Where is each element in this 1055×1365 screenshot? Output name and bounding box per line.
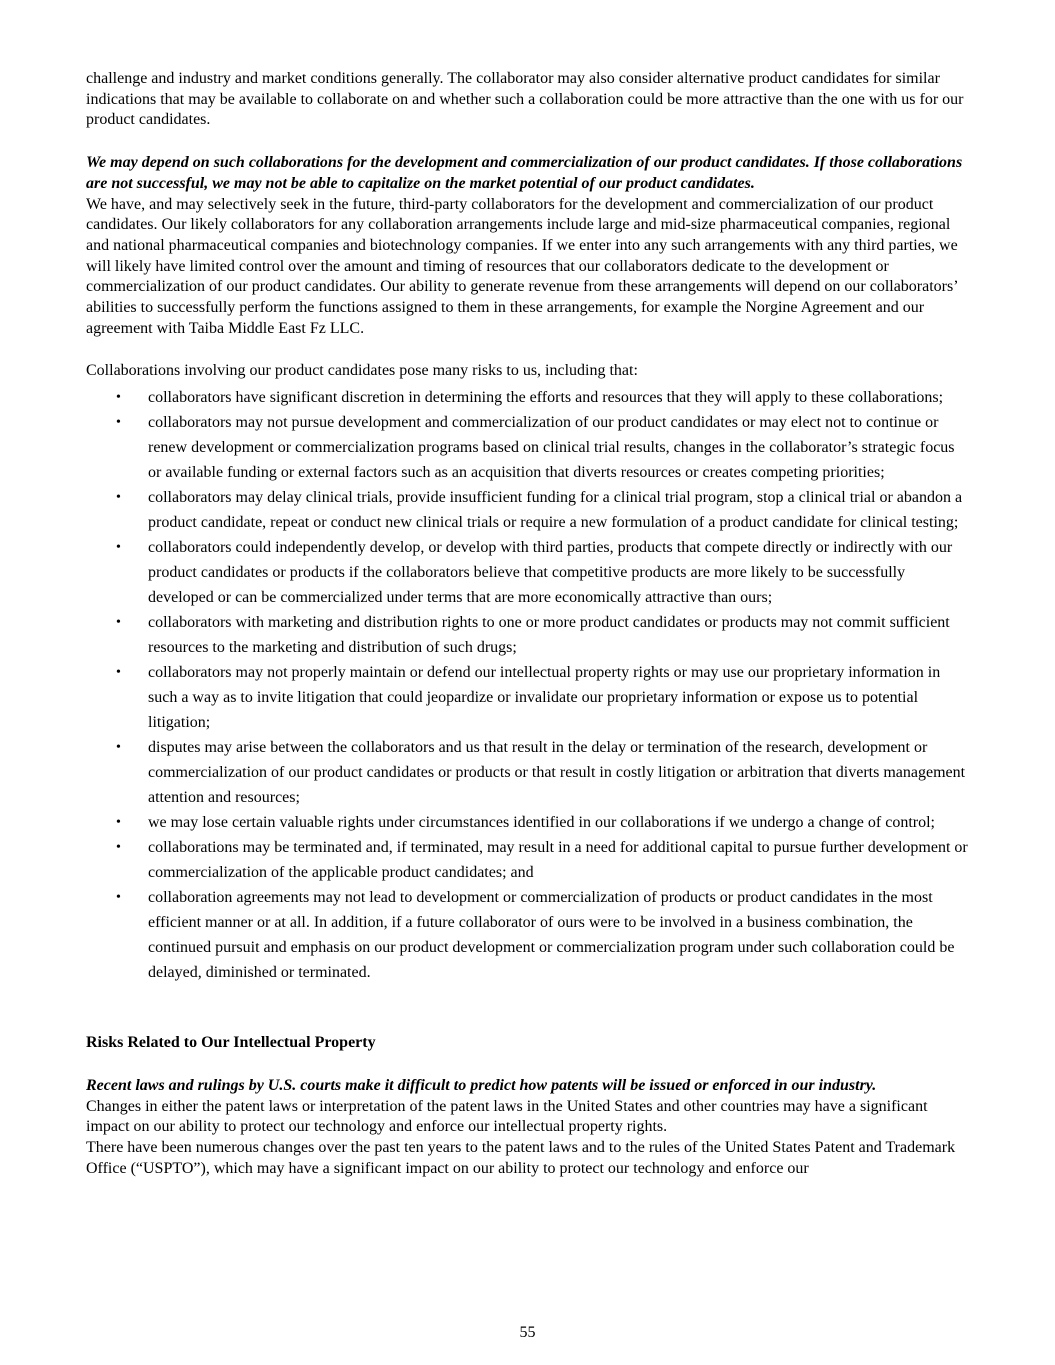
list-item: [86, 535, 971, 610]
bullet-icon: •: [116, 840, 121, 856]
bullet-icon: •: [116, 890, 121, 906]
list-item-text: we may lose certain valuable rights under circumstances identified in our collaborations if we undergo a change of control;: [148, 814, 935, 832]
bullet-icon: •: [116, 540, 121, 556]
list-item-text: collaborators have significant discretion in determining the efforts and resources that they will apply to these collaborations;: [148, 389, 944, 407]
collaborations-risk-body: We have, and may selectively seek in the future, third-party collaborators for the development and commercialization of our product candidates. Our likely collaborators for any collaboration arrangements include large and mid-size pharmaceutical companies, regional and national pharmaceutical companies and biotechnology companies. If we enter into any such arrangements with any third parties, we will likely have limited control over the amount and timing of resources that our collaborators dedicate to the development or commercialization of our product candidates. Our ability to generate revenue from these arrangements will depend on our collaborators’ abilities to successfully perform the functions assigned to them in these arrangements, for example the Norgine Agreement and our agreement with Taiba Middle East Fz LLC.: [86, 195, 958, 337]
list-item-text: disputes may arise between the collaborators and us that result in the delay or termination of the research, development or commercialization of our product candidates or products or that result in costly litigation or arbitration that diverts management attention and resources;: [148, 739, 966, 807]
list-item-text: collaborations may be terminated and, if terminated, may result in a need for additional capital to pursue further development or commercialization of the applicable product candidates; and: [148, 839, 968, 882]
bullet-icon: •: [116, 490, 121, 506]
list-item: [86, 410, 971, 485]
page-content: [86, 69, 971, 1179]
list-item-text: collaborators may not pursue development and commercialization of our product candidates or may elect not to continue or renew development or commercialization programs based on clinical trial results, changes in the collaborator’s strategic focus or available funding or external factors such as an acquisition that diverts resources or creates competing priorities;: [148, 414, 955, 482]
list-item: [86, 810, 971, 835]
list-item: [86, 385, 971, 410]
list-item-text: collaborators may delay clinical trials, provide insufficient funding for a clinical trial program, stop a clinical trial or abandon a product candidate, repeat or conduct new clinical trials or require a new formulation of a product candidate for clinical testing;: [148, 489, 963, 532]
list-item-text: collaborators could independently develop, or develop with third parties, products that compete directly or indirectly with our product candidates or products if the collaborators believe that competitive products are more likely to be successfully developed or can be commercialized under terms that are more economically attractive than ours;: [148, 539, 953, 607]
bullet-icon: •: [116, 665, 121, 681]
bullet-icon: •: [116, 815, 121, 831]
list-item: [86, 610, 971, 660]
list-item: [86, 735, 971, 810]
risk-bullet-list: [86, 385, 971, 985]
list-item: [86, 660, 971, 735]
list-item-text: collaboration agreements may not lead to development or commercialization of products or product candidates in the most efficient manner or at all. In addition, if a future collaborator of ours were to be involved in a business combination, the continued pursuit and emphasis on our product development or commercialization program under such collaboration could be delayed, diminished or terminated.: [148, 889, 955, 982]
bullet-icon: •: [116, 415, 121, 431]
list-item: [86, 885, 971, 985]
list-item-text: collaborators may not properly maintain or defend our intellectual property rights or may use our proprietary information in such a way as to invite litigation that could jeopardize or invalidate our proprietary information or expose us to potential litigation;: [148, 664, 941, 732]
page-number: 55: [519, 1324, 536, 1341]
ip-risk-body-1: Changes in either the patent laws or interpretation of the patent laws in the United States and other countries may have a significant impact on our ability to protect our technology and enforce our intellectual property rights.: [86, 1097, 928, 1136]
collaborations-risk-heading: We may depend on such collaborations for the development and commercialization of our product candidates. If those collaborations are not successful, we may not be able to capitalize on the market potential of our product candidates.: [86, 154, 963, 192]
bullet-icon: •: [116, 615, 121, 631]
intro-paragraph: challenge and industry and market conditions generally. The collaborator may also consider alternative product candidates for similar indications that may be available to collaborate on and whether such a collaboration could be more attractive than the one with us for our product candidates.: [86, 70, 964, 129]
ip-risk-heading: Recent laws and rulings by U.S. courts make it difficult to predict how patents will be issued or enforced in our industry.: [86, 1076, 877, 1094]
list-item: [86, 835, 971, 885]
list-item-text: collaborators with marketing and distribution rights to one or more product candidates or products may not commit sufficient resources to the marketing and distribution of such drugs;: [148, 614, 950, 657]
ip-section-title: Risks Related to Our Intellectual Property: [86, 1034, 376, 1052]
bullet-icon: •: [116, 390, 121, 406]
risks-intro-paragraph: Collaborations involving our product candidates pose many risks to us, including that:: [86, 362, 638, 380]
ip-risk-body-2: There have been numerous changes over the past ten years to the patent laws and to the rules of the United States Patent and Trademark Office (“USPTO”), which may have a significant impact on our ability to protect our technology and enforce our: [86, 1138, 956, 1177]
bullet-icon: •: [116, 740, 121, 756]
list-item: [86, 485, 971, 535]
